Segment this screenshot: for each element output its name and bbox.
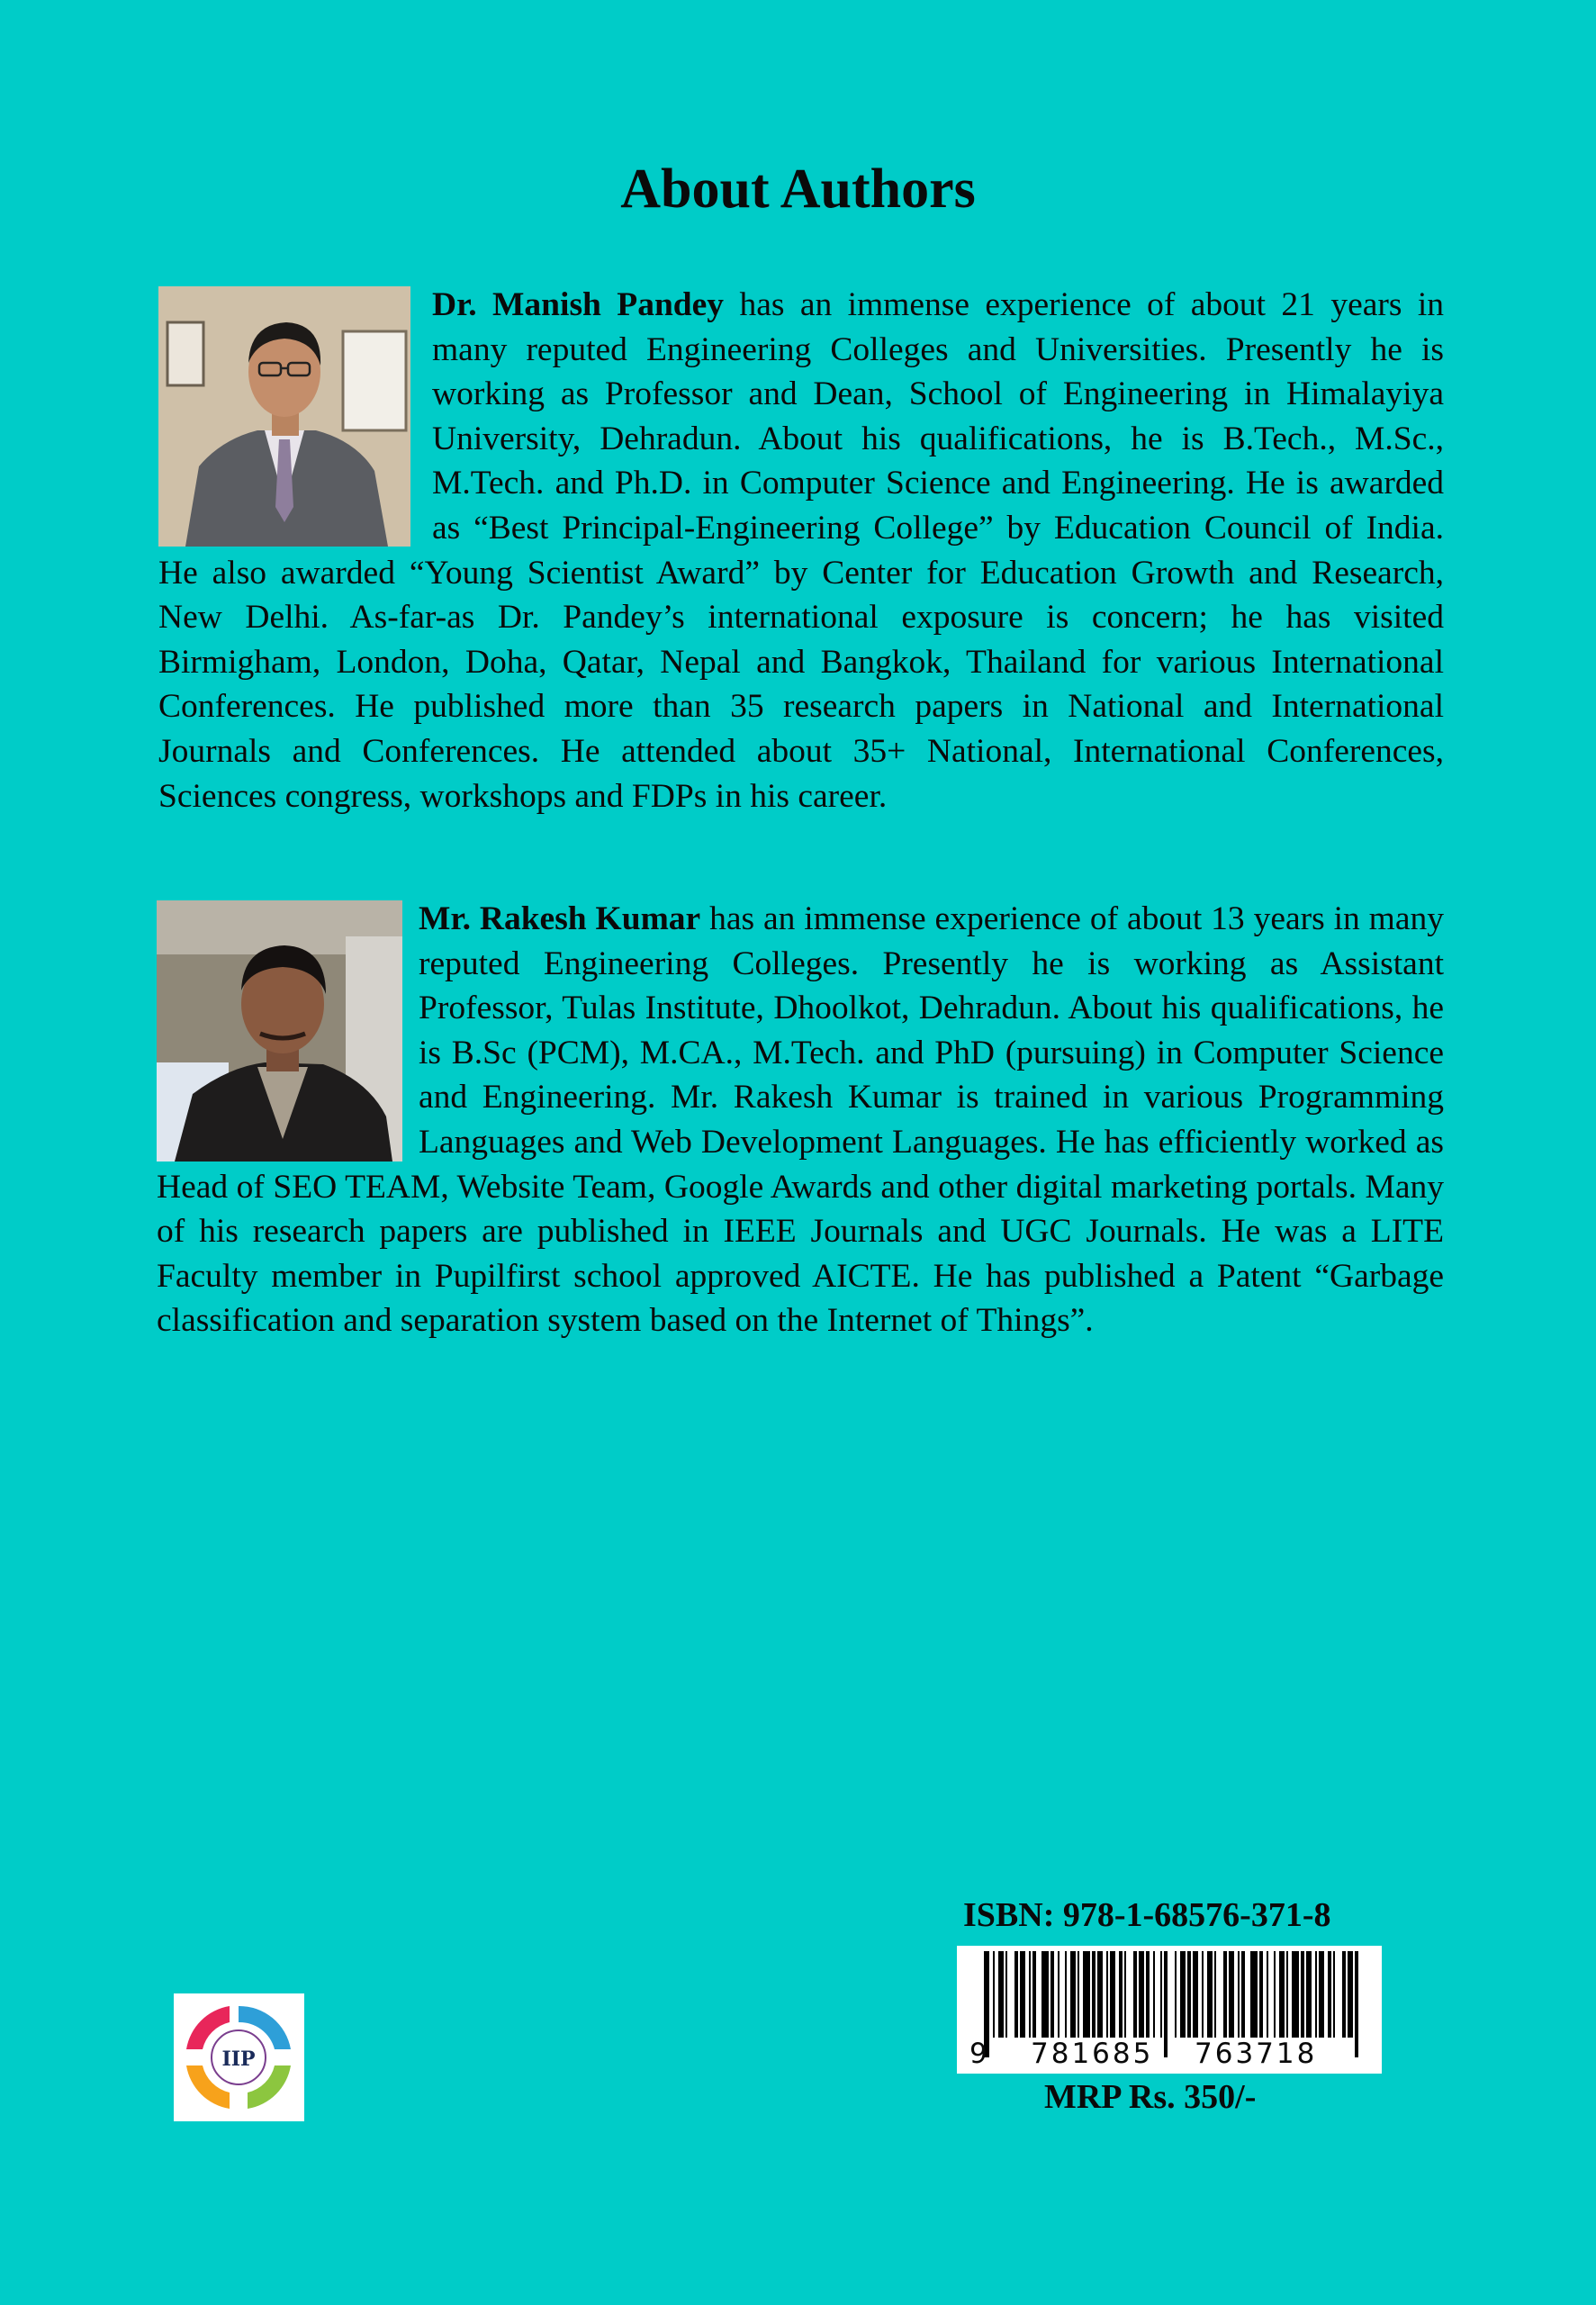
barcode-bar xyxy=(1005,1951,1007,2038)
barcode-bar xyxy=(1202,1951,1204,2038)
barcode-bar xyxy=(1133,1951,1137,2038)
barcode-bar xyxy=(1319,1951,1324,2038)
barcode-bar xyxy=(1070,1951,1076,2038)
barcode-bar xyxy=(1286,1951,1288,2038)
author-bio-text-1: has an immense experience of about 21 years in many reputed Engineering Colleges and Universities. Presently he is working as Professor and Dean, School of Engineering in Himalayiya University, Dehradun. About his qualifications, he is B.Tech., M.Sc., M.Tech. and Ph.D. in Computer Science and Engineering. He is awarded as “Best Principal-Engineering College” by Education Council of India. He also awarded “Young Scientist Award” by Center for Education Growth and Research, New Delhi. As-far-as Dr. Pandey’s international exposure is concern; he has visited Birmigham, London, Doha, Qatar, Nepal and Bangkok, Thailand for various International Conferences. He published more than 35 research papers in National and International Journals and Conferences. He attended about 35+ National, International Conferences, Sciences congress, workshops and FDPs in his career. xyxy=(158,286,1444,815)
barcode-bar xyxy=(1193,1951,1198,2038)
barcode-digit-first: 9 xyxy=(969,2038,990,2070)
isbn-label: ISBN: 978-1-68576-371-8 xyxy=(963,1896,1331,1934)
barcode-bar xyxy=(1041,1951,1049,2038)
barcode-bar xyxy=(1078,1951,1079,2038)
barcode-bar xyxy=(1180,1951,1186,2038)
barcode-bar xyxy=(1050,1951,1054,2038)
barcode-bar xyxy=(998,1951,1004,2038)
author-bio-text-2: has an immense experience of about 13 years in many reputed Engineering Colleges. Presently he is working as Assistant Professor, Tulas Institute, Dhoolkot, Dehradun. About his qualifications, he is B.Sc (PCM), M.CA., M.Tech. and PhD (pursuing) in Computer Science and Engineering. Mr. Rakesh Kumar is trained in various Programming Languages and Web Development Languages. He has efficiently worked as Head of SEO TEAM, Website Team, Google Awards and other digital marketing portals. Many of his research papers are published in IEEE Journals and UGC Journals. He was a LITE Faculty member in Pupilfirst school approved AICTE. He has published a Patent “Garbage classification and separation system based on the Internet of Things”. xyxy=(157,900,1444,1340)
barcode-bar xyxy=(1187,1951,1191,2038)
barcode-bar xyxy=(1119,1951,1123,2038)
author-photo-1 xyxy=(158,286,410,547)
barcode-bar xyxy=(1241,1951,1245,2038)
barcode-bar xyxy=(1020,1951,1025,2038)
barcode-bar xyxy=(1301,1951,1304,2038)
author-bio-2 xyxy=(157,897,1444,1343)
logo-initials: IIP xyxy=(221,2047,256,2071)
publisher-logo xyxy=(174,1993,304,2121)
barcode-bar xyxy=(1124,1951,1126,2038)
barcode-bar xyxy=(1238,1951,1240,2038)
barcode-digits-right: 763718 xyxy=(1195,2038,1318,2070)
barcode-bar xyxy=(1223,1951,1227,2038)
barcode-bar xyxy=(1229,1951,1234,2038)
barcode-bar xyxy=(1207,1951,1213,2038)
barcode-bar xyxy=(1106,1951,1108,2038)
barcode-bar xyxy=(1279,1951,1285,2038)
barcode-bar xyxy=(1328,1951,1331,2038)
barcode-digits xyxy=(957,2036,1382,2072)
barcode-bar xyxy=(1259,1951,1263,2038)
barcode-bar xyxy=(1267,1951,1268,2038)
barcode-bar xyxy=(1065,1951,1067,2038)
barcode-bar xyxy=(1139,1951,1144,2038)
author-name-1: Dr. Manish Pandey xyxy=(432,286,725,323)
barcode-bar xyxy=(1058,1951,1059,2038)
barcode-bar xyxy=(1160,1951,1162,2038)
author-name-2: Mr. Rakesh Kumar xyxy=(419,900,701,937)
barcode-bar xyxy=(1032,1951,1036,2038)
barcode-bar xyxy=(1092,1951,1096,2038)
barcode-digits-left: 781685 xyxy=(1031,2038,1154,2070)
barcode-bar xyxy=(1348,1951,1353,2038)
barcode-bar xyxy=(1153,1951,1155,2038)
barcode-bar xyxy=(1315,1951,1317,2038)
barcode-bar xyxy=(1306,1951,1312,2038)
barcode-bar xyxy=(1097,1951,1103,2038)
author-photo-2 xyxy=(157,900,402,1162)
barcode-bar xyxy=(1014,1951,1018,2038)
barcode-bar xyxy=(1146,1951,1150,2038)
page-title: About Authors xyxy=(620,158,976,220)
barcode-bar xyxy=(1274,1951,1276,2038)
barcode-bar xyxy=(1214,1951,1216,2038)
barcode-bar xyxy=(993,1951,995,2038)
barcode-bar xyxy=(1333,1951,1335,2038)
barcode xyxy=(957,1946,1382,2074)
barcode-bar xyxy=(1250,1951,1258,2038)
barcode-bar xyxy=(1083,1951,1090,2038)
barcode-bar xyxy=(1110,1951,1115,2038)
barcode-bar xyxy=(1342,1951,1346,2038)
author-bio-1 xyxy=(158,283,1444,818)
barcode-bar xyxy=(1175,1951,1177,2038)
barcode-bar xyxy=(1292,1951,1299,2038)
barcode-bar xyxy=(1029,1951,1031,2038)
price-label: MRP Rs. 350/- xyxy=(1044,2078,1257,2116)
